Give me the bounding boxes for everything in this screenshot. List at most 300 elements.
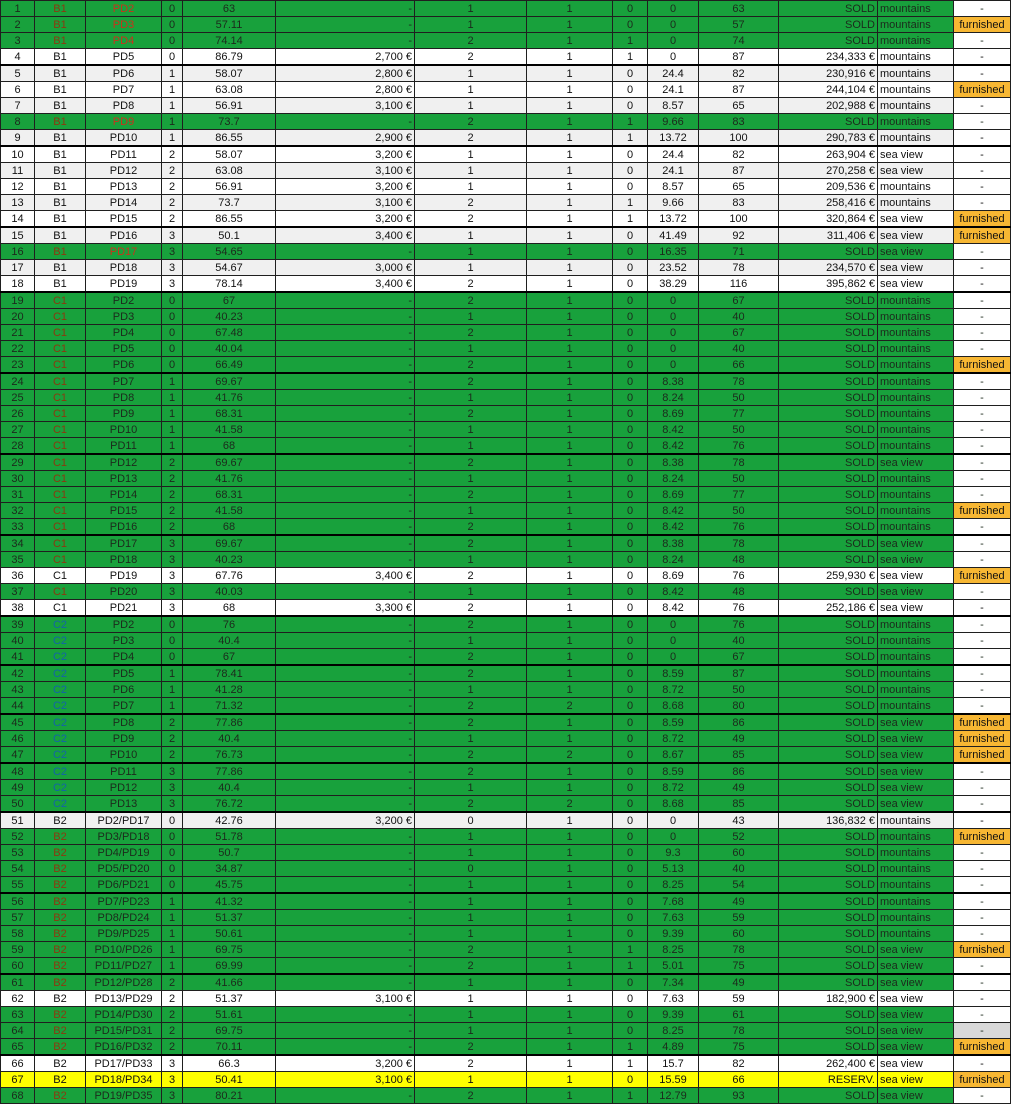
apartment-cell[interactable]: PD19 <box>86 276 162 293</box>
block-cell[interactable]: C2 <box>35 763 86 780</box>
floor-cell[interactable]: 1 <box>162 665 183 682</box>
bathrooms-cell[interactable]: 1 <box>527 731 613 747</box>
terrace-cell[interactable]: 0 <box>613 649 648 666</box>
garden-cell[interactable]: 38.29 <box>648 276 699 293</box>
total-area-cell[interactable]: 82 <box>699 65 779 82</box>
row-number-cell[interactable]: 4 <box>1 49 35 66</box>
total-area-cell[interactable]: 48 <box>699 584 779 600</box>
apartment-cell[interactable]: PD16 <box>86 519 162 536</box>
block-cell[interactable]: B1 <box>35 260 86 276</box>
total-price-cell[interactable]: 244,104 € <box>779 82 878 98</box>
bathrooms-cell[interactable]: 1 <box>527 227 613 244</box>
total-price-cell[interactable]: SOLD <box>779 406 878 422</box>
area-cell[interactable]: 40.04 <box>183 341 276 357</box>
total-area-cell[interactable]: 74 <box>699 33 779 49</box>
terrace-cell[interactable]: 1 <box>613 958 648 975</box>
apartment-cell[interactable]: PD3 <box>86 17 162 33</box>
block-cell[interactable]: B2 <box>35 1007 86 1023</box>
total-area-cell[interactable]: 75 <box>699 1039 779 1056</box>
terrace-cell[interactable]: 1 <box>613 942 648 958</box>
total-area-cell[interactable]: 75 <box>699 958 779 975</box>
terrace-cell[interactable]: 0 <box>613 665 648 682</box>
area-cell[interactable]: 80.21 <box>183 1088 276 1104</box>
area-cell[interactable]: 76.73 <box>183 747 276 764</box>
block-cell[interactable]: B2 <box>35 974 86 991</box>
bathrooms-cell[interactable]: 1 <box>527 211 613 228</box>
price-per-m2-cell[interactable]: - <box>276 747 415 764</box>
furnished-cell[interactable]: furnished <box>954 227 1011 244</box>
bathrooms-cell[interactable]: 1 <box>527 17 613 33</box>
furnished-cell[interactable]: - <box>954 616 1011 633</box>
bathrooms-cell[interactable]: 1 <box>527 65 613 82</box>
furnished-cell[interactable]: - <box>954 487 1011 503</box>
table-row[interactable] <box>1 244 1011 260</box>
price-per-m2-cell[interactable]: - <box>276 357 415 374</box>
rooms-cell[interactable]: 1 <box>415 780 527 796</box>
table-row[interactable] <box>1 974 1011 991</box>
garden-cell[interactable]: 8.24 <box>648 390 699 406</box>
row-number-cell[interactable]: 37 <box>1 584 35 600</box>
price-per-m2-cell[interactable]: - <box>276 33 415 49</box>
price-per-m2-cell[interactable]: 3,000 € <box>276 260 415 276</box>
floor-cell[interactable]: 1 <box>162 682 183 698</box>
block-cell[interactable]: C1 <box>35 325 86 341</box>
bathrooms-cell[interactable]: 2 <box>527 796 613 813</box>
view-cell[interactable]: sea view <box>878 763 954 780</box>
bathrooms-cell[interactable]: 1 <box>527 406 613 422</box>
total-price-cell[interactable]: SOLD <box>779 763 878 780</box>
table-row[interactable] <box>1 438 1011 455</box>
row-number-cell[interactable]: 5 <box>1 65 35 82</box>
floor-cell[interactable]: 3 <box>162 260 183 276</box>
table-row[interactable] <box>1 519 1011 536</box>
row-number-cell[interactable]: 52 <box>1 829 35 845</box>
block-cell[interactable]: B2 <box>35 1055 86 1072</box>
floor-cell[interactable]: 0 <box>162 649 183 666</box>
terrace-cell[interactable]: 1 <box>613 195 648 211</box>
total-area-cell[interactable]: 100 <box>699 211 779 228</box>
floor-cell[interactable]: 3 <box>162 227 183 244</box>
block-cell[interactable]: C2 <box>35 633 86 649</box>
rooms-cell[interactable]: 1 <box>415 584 527 600</box>
area-cell[interactable]: 69.67 <box>183 535 276 552</box>
price-per-m2-cell[interactable]: - <box>276 845 415 861</box>
apartment-cell[interactable]: PD14 <box>86 195 162 211</box>
garden-cell[interactable]: 15.7 <box>648 1055 699 1072</box>
garden-cell[interactable]: 0 <box>648 292 699 309</box>
rooms-cell[interactable]: 1 <box>415 845 527 861</box>
table-row[interactable] <box>1 195 1011 211</box>
price-per-m2-cell[interactable]: - <box>276 438 415 455</box>
garden-cell[interactable]: 0 <box>648 309 699 325</box>
garden-cell[interactable]: 0 <box>648 325 699 341</box>
area-cell[interactable]: 50.61 <box>183 926 276 942</box>
price-per-m2-cell[interactable]: - <box>276 454 415 471</box>
block-cell[interactable]: C1 <box>35 309 86 325</box>
garden-cell[interactable]: 8.69 <box>648 568 699 584</box>
price-per-m2-cell[interactable]: - <box>276 325 415 341</box>
garden-cell[interactable]: 0 <box>648 829 699 845</box>
garden-cell[interactable]: 0 <box>648 49 699 66</box>
bathrooms-cell[interactable]: 1 <box>527 471 613 487</box>
bathrooms-cell[interactable]: 1 <box>527 1039 613 1056</box>
floor-cell[interactable]: 0 <box>162 49 183 66</box>
view-cell[interactable]: mountains <box>878 325 954 341</box>
bathrooms-cell[interactable]: 1 <box>527 682 613 698</box>
area-cell[interactable]: 78.14 <box>183 276 276 293</box>
block-cell[interactable]: C1 <box>35 471 86 487</box>
garden-cell[interactable]: 7.34 <box>648 974 699 991</box>
area-cell[interactable]: 40.23 <box>183 309 276 325</box>
rooms-cell[interactable]: 1 <box>415 341 527 357</box>
area-cell[interactable]: 41.58 <box>183 503 276 519</box>
row-number-cell[interactable]: 66 <box>1 1055 35 1072</box>
bathrooms-cell[interactable]: 1 <box>527 942 613 958</box>
total-price-cell[interactable]: SOLD <box>779 1 878 17</box>
total-price-cell[interactable]: SOLD <box>779 616 878 633</box>
furnished-cell[interactable]: - <box>954 146 1011 163</box>
row-number-cell[interactable]: 51 <box>1 812 35 829</box>
floor-cell[interactable]: 0 <box>162 341 183 357</box>
view-cell[interactable]: mountains <box>878 422 954 438</box>
area-cell[interactable]: 42.76 <box>183 812 276 829</box>
furnished-cell[interactable]: - <box>954 796 1011 813</box>
view-cell[interactable]: sea view <box>878 600 954 617</box>
total-area-cell[interactable]: 92 <box>699 227 779 244</box>
block-cell[interactable]: B1 <box>35 195 86 211</box>
furnished-cell[interactable]: - <box>954 1 1011 17</box>
furnished-cell[interactable]: - <box>954 454 1011 471</box>
area-cell[interactable]: 67.76 <box>183 568 276 584</box>
total-price-cell[interactable]: SOLD <box>779 438 878 455</box>
row-number-cell[interactable]: 50 <box>1 796 35 813</box>
area-cell[interactable]: 57.11 <box>183 17 276 33</box>
garden-cell[interactable]: 8.69 <box>648 487 699 503</box>
view-cell[interactable]: mountains <box>878 1 954 17</box>
rooms-cell[interactable]: 1 <box>415 1007 527 1023</box>
bathrooms-cell[interactable]: 1 <box>527 763 613 780</box>
rooms-cell[interactable]: 2 <box>415 49 527 66</box>
bathrooms-cell[interactable]: 1 <box>527 893 613 910</box>
rooms-cell[interactable]: 1 <box>415 910 527 926</box>
block-cell[interactable]: C1 <box>35 503 86 519</box>
bathrooms-cell[interactable]: 1 <box>527 244 613 260</box>
furnished-cell[interactable]: furnished <box>954 731 1011 747</box>
area-cell[interactable]: 68 <box>183 600 276 617</box>
apartment-cell[interactable]: PD13/PD29 <box>86 991 162 1007</box>
terrace-cell[interactable]: 1 <box>613 114 648 130</box>
rooms-cell[interactable]: 1 <box>415 926 527 942</box>
price-per-m2-cell[interactable]: 3,100 € <box>276 195 415 211</box>
bathrooms-cell[interactable]: 1 <box>527 454 613 471</box>
row-number-cell[interactable]: 58 <box>1 926 35 942</box>
total-price-cell[interactable]: 259,930 € <box>779 568 878 584</box>
total-area-cell[interactable]: 83 <box>699 195 779 211</box>
block-cell[interactable]: C1 <box>35 454 86 471</box>
garden-cell[interactable]: 0 <box>648 812 699 829</box>
floor-cell[interactable]: 0 <box>162 845 183 861</box>
total-area-cell[interactable]: 65 <box>699 179 779 195</box>
area-cell[interactable]: 76 <box>183 616 276 633</box>
row-number-cell[interactable]: 34 <box>1 535 35 552</box>
total-price-cell[interactable]: SOLD <box>779 747 878 764</box>
bathrooms-cell[interactable]: 1 <box>527 357 613 374</box>
area-cell[interactable]: 41.28 <box>183 682 276 698</box>
garden-cell[interactable]: 8.42 <box>648 600 699 617</box>
apartment-cell[interactable]: PD2 <box>86 616 162 633</box>
furnished-cell[interactable]: - <box>954 991 1011 1007</box>
terrace-cell[interactable]: 1 <box>613 33 648 49</box>
price-per-m2-cell[interactable]: - <box>276 877 415 894</box>
area-cell[interactable]: 68 <box>183 519 276 536</box>
row-number-cell[interactable]: 39 <box>1 616 35 633</box>
table-row[interactable] <box>1 600 1011 617</box>
rooms-cell[interactable]: 0 <box>415 812 527 829</box>
garden-cell[interactable]: 15.59 <box>648 1072 699 1088</box>
furnished-cell[interactable]: - <box>954 861 1011 877</box>
rooms-cell[interactable]: 2 <box>415 519 527 536</box>
view-cell[interactable]: sea view <box>878 211 954 228</box>
block-cell[interactable]: B1 <box>35 49 86 66</box>
bathrooms-cell[interactable]: 1 <box>527 1072 613 1088</box>
floor-cell[interactable]: 3 <box>162 244 183 260</box>
row-number-cell[interactable]: 42 <box>1 665 35 682</box>
total-area-cell[interactable]: 87 <box>699 49 779 66</box>
table-row[interactable] <box>1 17 1011 33</box>
terrace-cell[interactable]: 0 <box>613 292 648 309</box>
area-cell[interactable]: 86.79 <box>183 49 276 66</box>
floor-cell[interactable]: 2 <box>162 179 183 195</box>
bathrooms-cell[interactable]: 1 <box>527 535 613 552</box>
apartment-cell[interactable]: PD9 <box>86 114 162 130</box>
garden-cell[interactable]: 8.59 <box>648 763 699 780</box>
view-cell[interactable]: mountains <box>878 682 954 698</box>
total-area-cell[interactable]: 87 <box>699 163 779 179</box>
furnished-cell[interactable]: - <box>954 114 1011 130</box>
price-per-m2-cell[interactable]: - <box>276 1088 415 1104</box>
bathrooms-cell[interactable]: 1 <box>527 812 613 829</box>
block-cell[interactable]: B2 <box>35 845 86 861</box>
total-area-cell[interactable]: 65 <box>699 98 779 114</box>
apartment-cell[interactable]: PD2 <box>86 292 162 309</box>
view-cell[interactable]: sea view <box>878 991 954 1007</box>
terrace-cell[interactable]: 0 <box>613 487 648 503</box>
area-cell[interactable]: 34.87 <box>183 861 276 877</box>
terrace-cell[interactable]: 1 <box>613 1088 648 1104</box>
terrace-cell[interactable]: 0 <box>613 552 648 568</box>
price-per-m2-cell[interactable]: - <box>276 829 415 845</box>
price-per-m2-cell[interactable]: 2,800 € <box>276 82 415 98</box>
total-area-cell[interactable]: 48 <box>699 552 779 568</box>
floor-cell[interactable]: 0 <box>162 17 183 33</box>
price-per-m2-cell[interactable]: - <box>276 1023 415 1039</box>
total-price-cell[interactable]: SOLD <box>779 1088 878 1104</box>
area-cell[interactable]: 40.4 <box>183 731 276 747</box>
total-area-cell[interactable]: 76 <box>699 616 779 633</box>
row-number-cell[interactable]: 49 <box>1 780 35 796</box>
total-price-cell[interactable]: 230,916 € <box>779 65 878 82</box>
block-cell[interactable]: B1 <box>35 211 86 228</box>
garden-cell[interactable]: 8.38 <box>648 535 699 552</box>
row-number-cell[interactable]: 24 <box>1 373 35 390</box>
garden-cell[interactable]: 13.72 <box>648 211 699 228</box>
block-cell[interactable]: B2 <box>35 861 86 877</box>
apartment-cell[interactable]: PD5 <box>86 341 162 357</box>
view-cell[interactable]: mountains <box>878 698 954 715</box>
row-number-cell[interactable]: 10 <box>1 146 35 163</box>
row-number-cell[interactable]: 48 <box>1 763 35 780</box>
view-cell[interactable]: sea view <box>878 974 954 991</box>
block-cell[interactable]: C1 <box>35 552 86 568</box>
row-number-cell[interactable]: 53 <box>1 845 35 861</box>
bathrooms-cell[interactable]: 1 <box>527 82 613 98</box>
apartment-cell[interactable]: PD7/PD23 <box>86 893 162 910</box>
floor-cell[interactable]: 1 <box>162 373 183 390</box>
block-cell[interactable]: C2 <box>35 780 86 796</box>
block-cell[interactable]: B2 <box>35 958 86 975</box>
floor-cell[interactable]: 3 <box>162 535 183 552</box>
total-area-cell[interactable]: 86 <box>699 763 779 780</box>
floor-cell[interactable]: 2 <box>162 195 183 211</box>
bathrooms-cell[interactable]: 1 <box>527 114 613 130</box>
block-cell[interactable]: B2 <box>35 910 86 926</box>
total-price-cell[interactable]: SOLD <box>779 357 878 374</box>
total-area-cell[interactable]: 80 <box>699 698 779 715</box>
terrace-cell[interactable]: 0 <box>613 357 648 374</box>
rooms-cell[interactable]: 2 <box>415 958 527 975</box>
bathrooms-cell[interactable]: 1 <box>527 1 613 17</box>
block-cell[interactable]: B1 <box>35 17 86 33</box>
block-cell[interactable]: B2 <box>35 1023 86 1039</box>
rooms-cell[interactable]: 2 <box>415 406 527 422</box>
furnished-cell[interactable]: furnished <box>954 82 1011 98</box>
block-cell[interactable]: C2 <box>35 714 86 731</box>
bathrooms-cell[interactable]: 1 <box>527 487 613 503</box>
floor-cell[interactable]: 1 <box>162 114 183 130</box>
bathrooms-cell[interactable]: 1 <box>527 390 613 406</box>
area-cell[interactable]: 69.75 <box>183 942 276 958</box>
floor-cell[interactable]: 3 <box>162 552 183 568</box>
furnished-cell[interactable]: - <box>954 665 1011 682</box>
view-cell[interactable]: mountains <box>878 845 954 861</box>
total-price-cell[interactable]: 270,258 € <box>779 163 878 179</box>
rooms-cell[interactable]: 2 <box>415 714 527 731</box>
row-number-cell[interactable]: 14 <box>1 211 35 228</box>
floor-cell[interactable]: 3 <box>162 780 183 796</box>
rooms-cell[interactable]: 1 <box>415 1 527 17</box>
total-area-cell[interactable]: 85 <box>699 796 779 813</box>
total-price-cell[interactable]: SOLD <box>779 698 878 715</box>
rooms-cell[interactable]: 2 <box>415 942 527 958</box>
area-cell[interactable]: 86.55 <box>183 130 276 147</box>
table-row[interactable] <box>1 633 1011 649</box>
apartment-cell[interactable]: PD6 <box>86 357 162 374</box>
total-area-cell[interactable]: 76 <box>699 438 779 455</box>
price-per-m2-cell[interactable]: - <box>276 552 415 568</box>
view-cell[interactable]: mountains <box>878 65 954 82</box>
row-number-cell[interactable]: 63 <box>1 1007 35 1023</box>
total-price-cell[interactable]: SOLD <box>779 390 878 406</box>
terrace-cell[interactable]: 1 <box>613 1055 648 1072</box>
furnished-cell[interactable]: - <box>954 910 1011 926</box>
rooms-cell[interactable]: 2 <box>415 276 527 293</box>
total-price-cell[interactable]: SOLD <box>779 877 878 894</box>
total-area-cell[interactable]: 50 <box>699 390 779 406</box>
garden-cell[interactable]: 8.72 <box>648 731 699 747</box>
furnished-cell[interactable]: - <box>954 649 1011 666</box>
price-per-m2-cell[interactable]: - <box>276 861 415 877</box>
bathrooms-cell[interactable]: 2 <box>527 747 613 764</box>
price-per-m2-cell[interactable]: - <box>276 535 415 552</box>
rooms-cell[interactable]: 1 <box>415 438 527 455</box>
floor-cell[interactable]: 2 <box>162 1039 183 1056</box>
floor-cell[interactable]: 1 <box>162 958 183 975</box>
area-cell[interactable]: 41.66 <box>183 974 276 991</box>
total-price-cell[interactable]: SOLD <box>779 974 878 991</box>
view-cell[interactable]: mountains <box>878 926 954 942</box>
rooms-cell[interactable]: 2 <box>415 796 527 813</box>
rooms-cell[interactable]: 2 <box>415 649 527 666</box>
table-row[interactable] <box>1 861 1011 877</box>
price-per-m2-cell[interactable]: - <box>276 714 415 731</box>
total-area-cell[interactable]: 67 <box>699 649 779 666</box>
bathrooms-cell[interactable]: 1 <box>527 1088 613 1104</box>
furnished-cell[interactable]: - <box>954 682 1011 698</box>
rooms-cell[interactable]: 2 <box>415 616 527 633</box>
bathrooms-cell[interactable]: 1 <box>527 503 613 519</box>
rooms-cell[interactable]: 2 <box>415 568 527 584</box>
row-number-cell[interactable]: 17 <box>1 260 35 276</box>
apartment-cell[interactable]: PD12 <box>86 454 162 471</box>
price-per-m2-cell[interactable]: - <box>276 487 415 503</box>
row-number-cell[interactable]: 8 <box>1 114 35 130</box>
rooms-cell[interactable]: 1 <box>415 227 527 244</box>
total-area-cell[interactable]: 60 <box>699 926 779 942</box>
table-row[interactable] <box>1 780 1011 796</box>
apartment-cell[interactable]: PD8/PD24 <box>86 910 162 926</box>
floor-cell[interactable]: 3 <box>162 568 183 584</box>
total-area-cell[interactable]: 77 <box>699 487 779 503</box>
total-area-cell[interactable]: 78 <box>699 535 779 552</box>
price-per-m2-cell[interactable]: 2,900 € <box>276 130 415 147</box>
view-cell[interactable]: sea view <box>878 747 954 764</box>
view-cell[interactable]: mountains <box>878 633 954 649</box>
garden-cell[interactable]: 7.63 <box>648 910 699 926</box>
furnished-cell[interactable]: - <box>954 877 1011 894</box>
area-cell[interactable]: 74.14 <box>183 33 276 49</box>
terrace-cell[interactable]: 0 <box>613 1023 648 1039</box>
area-cell[interactable]: 66.49 <box>183 357 276 374</box>
rooms-cell[interactable]: 1 <box>415 146 527 163</box>
furnished-cell[interactable]: - <box>954 780 1011 796</box>
total-area-cell[interactable]: 86 <box>699 714 779 731</box>
terrace-cell[interactable]: 0 <box>613 260 648 276</box>
rooms-cell[interactable]: 0 <box>415 861 527 877</box>
rooms-cell[interactable]: 2 <box>415 195 527 211</box>
total-area-cell[interactable]: 66 <box>699 357 779 374</box>
area-cell[interactable]: 41.58 <box>183 422 276 438</box>
floor-cell[interactable]: 2 <box>162 714 183 731</box>
garden-cell[interactable]: 0 <box>648 633 699 649</box>
apartment-cell[interactable]: PD19 <box>86 568 162 584</box>
row-number-cell[interactable]: 28 <box>1 438 35 455</box>
garden-cell[interactable]: 8.38 <box>648 373 699 390</box>
table-row[interactable] <box>1 130 1011 147</box>
furnished-cell[interactable]: - <box>954 163 1011 179</box>
row-number-cell[interactable]: 22 <box>1 341 35 357</box>
block-cell[interactable]: B2 <box>35 991 86 1007</box>
total-price-cell[interactable]: SOLD <box>779 114 878 130</box>
